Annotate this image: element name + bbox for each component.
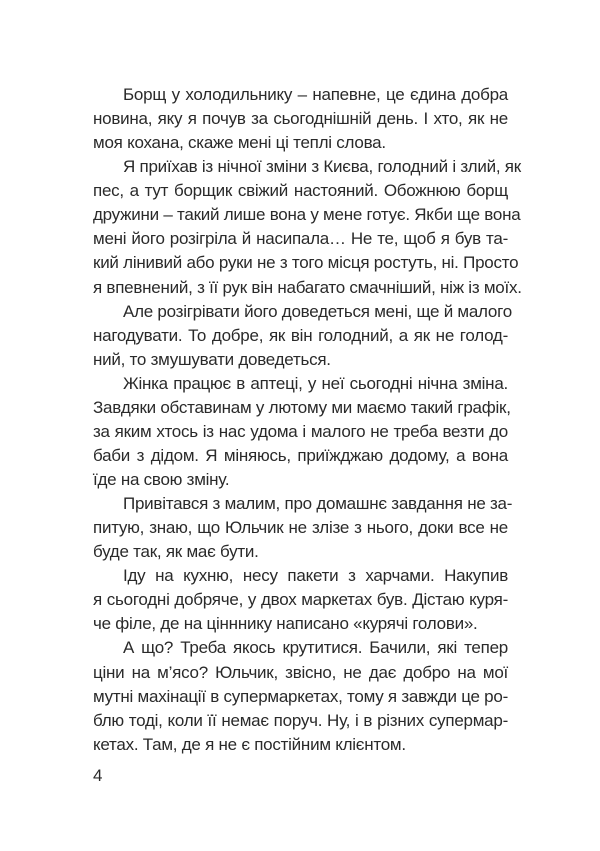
text-line: Борщ у холодильнику – напевне, це єдина добра bbox=[123, 85, 508, 104]
text-line: нагодувати. То добре, як він голодний, а як не голод- bbox=[93, 325, 508, 345]
text-line: мутні махінації в супермаркетах, тому я завжди це ро- bbox=[93, 686, 508, 706]
text-line: ціни на м’ясо? Юльчик, звісно, не дає добро на мої bbox=[93, 662, 508, 682]
text-line: за яким хтось із нас удома і малого не треба везти до bbox=[93, 421, 508, 441]
text-line: кетах. Там, де я не є постійним клієнтом. bbox=[93, 734, 406, 754]
text-line: блю тоді, коли її немає поруч. Ну, і в різних супермар- bbox=[93, 710, 508, 730]
text-line: ний, то змушувати доведеться. bbox=[93, 349, 331, 369]
text-line: дружини – такий лише вона у мене готує. Якби ще вона bbox=[93, 205, 521, 225]
text-line: Але розігрівати його доведеться мені, ще й малого bbox=[123, 301, 512, 321]
page-body-text bbox=[93, 83, 522, 757]
text-line: їде на свою зміну. bbox=[93, 470, 230, 489]
text-line: А що? Треба якось крутитися. Бачили, які тепер bbox=[123, 638, 508, 658]
text-line: Привітався з малим, про домашнє завдання не за- bbox=[123, 494, 513, 514]
text-line: Жінка працює в аптеці, у неї сьогодні нічна зміна. bbox=[123, 373, 508, 393]
text-line: я впевнений, з її рук він набагато смачніший, ніж із моїх. bbox=[93, 277, 522, 297]
text-line: новина, яку я почув за сьогоднішній день. І хто, як не bbox=[93, 109, 508, 129]
page-number: 4 bbox=[93, 766, 103, 785]
text-line: кий лінивий або руки не з того місця ростуть, ні. Просто bbox=[93, 253, 519, 273]
text-line: я сьогодні добряче, у двох маркетах був. Дістаю куря- bbox=[93, 590, 508, 610]
text-line: мені його розігріла й насипала… Не те, щоб я був та- bbox=[93, 229, 508, 249]
text-line: буде так, як має бути. bbox=[93, 542, 259, 562]
text-line: пес, а тут борщик свіжий настояний. Обожнюю борщ bbox=[93, 181, 508, 201]
text-line: че філе, де на цінннику написано «курячі голови». bbox=[93, 614, 478, 634]
text-line: Завдяки обставинам у лютому ми маємо такий графік, bbox=[93, 397, 511, 417]
text-line: питую, знаю, що Юльчик не злізе з нього, доки все не bbox=[93, 518, 508, 538]
text-line: Я приїхав із нічної зміни з Києва, голодний і злий, як bbox=[123, 157, 521, 177]
text-line: баби з дідом. Я міняюсь, приїжджаю додому, а вона bbox=[93, 445, 508, 465]
text-line: моя кохана, скаже мені ці теплі слова. bbox=[93, 133, 386, 153]
text-line: Іду на кухню, несу пакети з харчами. Накупив bbox=[123, 566, 508, 586]
